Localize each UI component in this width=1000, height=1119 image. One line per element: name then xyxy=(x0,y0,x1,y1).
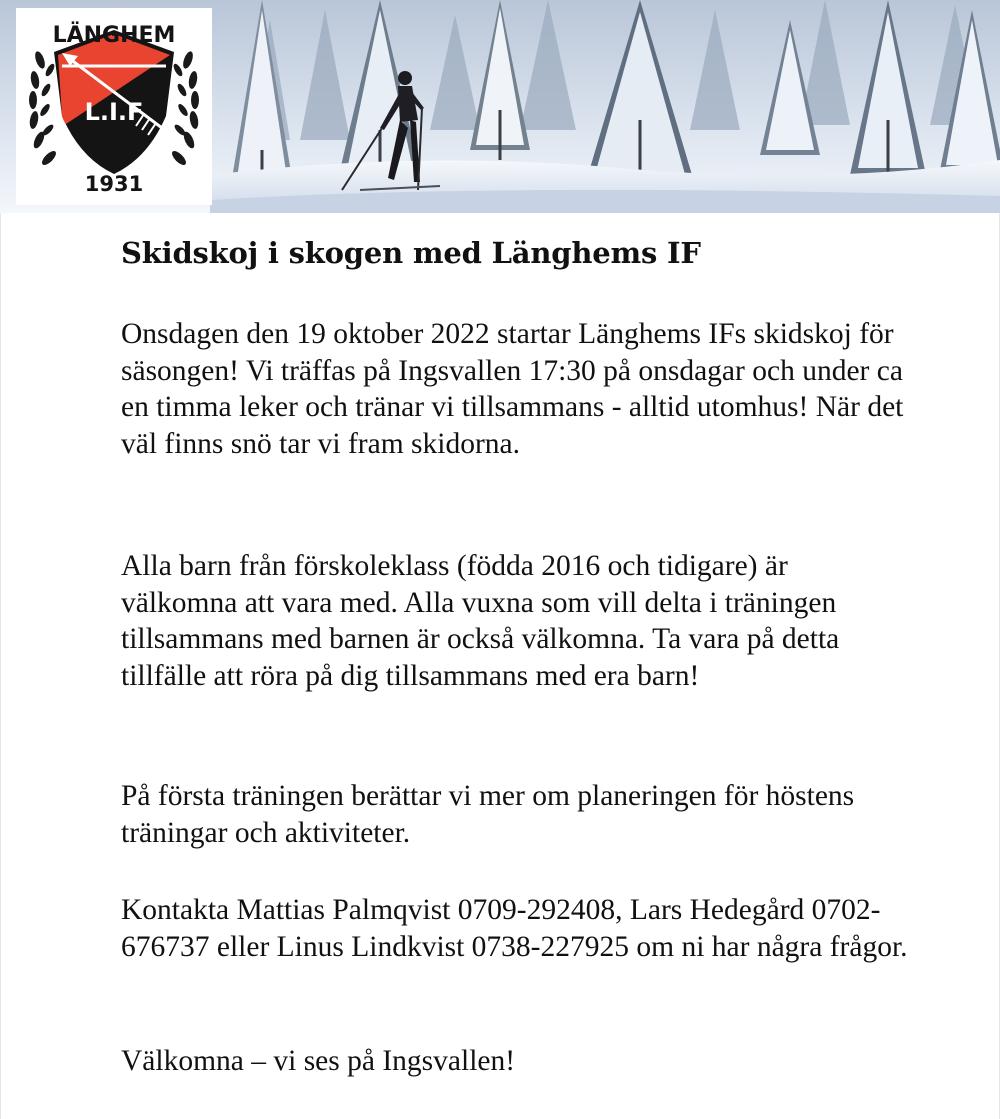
logo-top-text: LÄNGHEM xyxy=(52,23,176,48)
logo-year: 1931 xyxy=(84,172,144,196)
club-logo xyxy=(16,8,212,205)
article-paragraph-participants: Alla barn från förskoleklass (födda 2016 och tidigare) är välkomna att vara med. Alla vuxna som vill delta i träningen tillsammans med barnen är också välkomna. Ta vara på detta tillfälle att röra på dig tillsammans med era barn! xyxy=(121,550,840,692)
article-paragraph-contact: Kontakta Mattias Palmqvist 0709-292408, Lars Hedegård 0702-676737 eller Linus Lindkvist 0738-227925 om ni har några frågor. xyxy=(121,894,908,963)
page-border-left xyxy=(0,213,1,1119)
article-paragraph-intro: Onsdagen den 19 oktober 2022 startar Länghems IFs skidskoj för säsongen! Vi träffas på Ingsvallen 17:30 på onsdagar och under ca en timma leker och tränar vi tillsammans - alltid utomhus! När det väl finns snö tar vi fram skidorna. xyxy=(121,318,904,460)
article-paragraph-welcome: Välkomna – vi ses på Ingsvallen! xyxy=(121,1045,516,1077)
logo-initials: L.I.F xyxy=(84,98,144,126)
article-title: Skidskoj i skogen med Länghems IF xyxy=(121,236,701,270)
article-paragraph-planning: På första träningen berättar vi mer om planeringen för höstens träningar och aktiviteter. xyxy=(121,780,855,849)
header-banner xyxy=(0,0,1000,213)
article xyxy=(121,232,941,1077)
